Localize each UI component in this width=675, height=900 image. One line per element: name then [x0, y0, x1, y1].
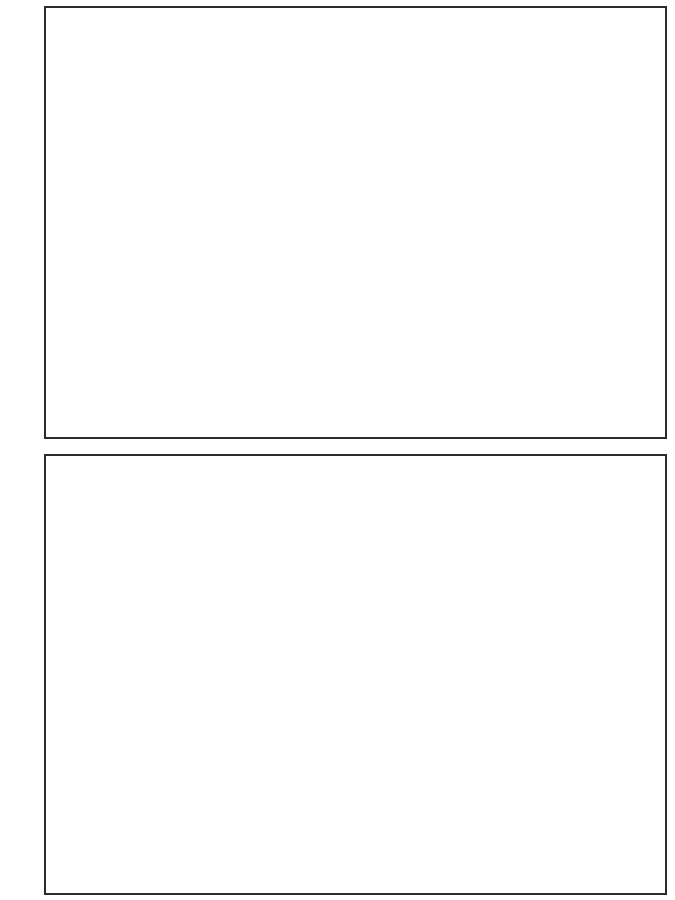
bottom-panel [44, 454, 667, 895]
side-caption-top [16, 322, 32, 418]
top-panel [44, 6, 667, 439]
side-caption-bottom [16, 776, 32, 872]
